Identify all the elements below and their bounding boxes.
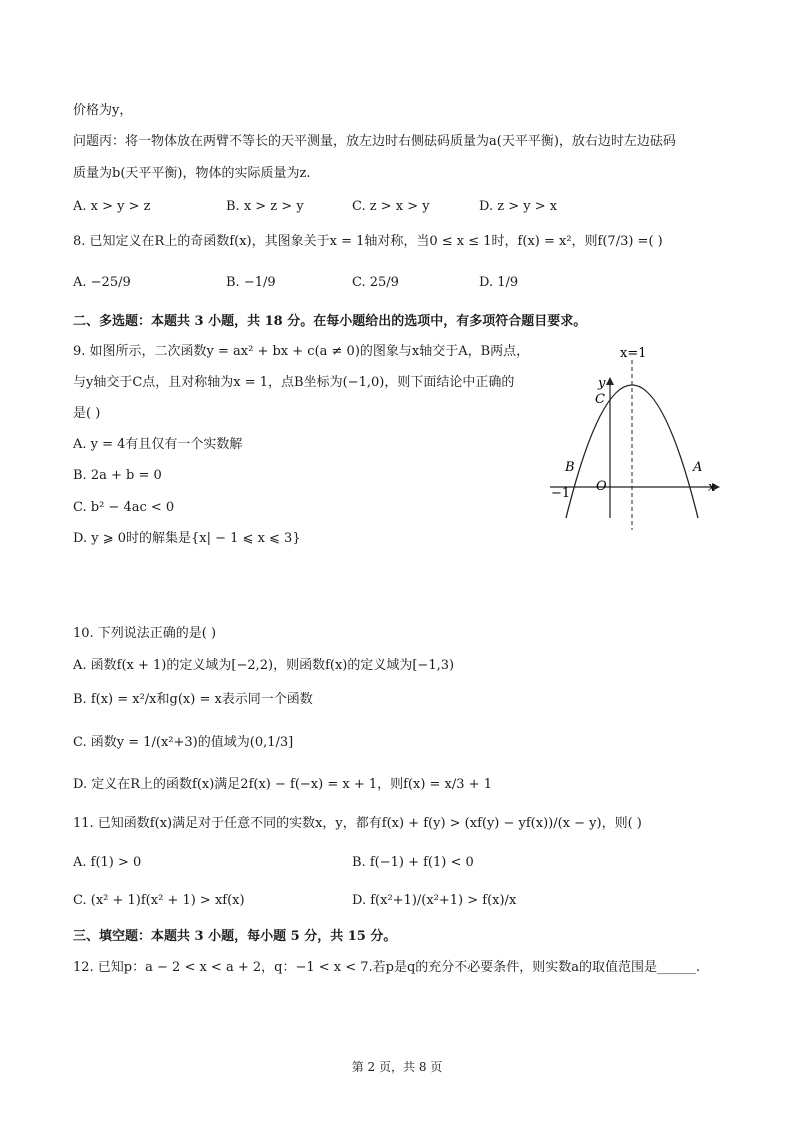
question-9-line1: 9. 如图所示，二次函数y = ax² + bx + c(a ≠ 0)的图象与x轴交于A，B两点，	[73, 344, 530, 359]
q10-option-b: B. f(x) = x²/x和g(x) = x表示同一个函数	[73, 692, 313, 707]
question-11: 11. 已知函数f(x)满足对于任意不同的实数x，y，都有f(x) + f(y) > (xf(y) − yf(x))/(x − y)，则( )	[73, 816, 642, 831]
origin-label: O	[596, 479, 607, 494]
question-9-line2: 与y轴交于C点，且对称轴为x = 1，点B坐标为(−1,0)，则下面结论中正确的	[73, 375, 515, 390]
q11-option-b: B. f(−1) + f(1) < 0	[352, 855, 474, 870]
q10-option-a: A. 函数f(x + 1)的定义域为[−2,2)，则函数f(x)的定义域为[−1,3)	[73, 658, 455, 673]
section-3-heading: 三、填空题：本题共 3 小题，每小题 5 分，共 15 分。	[73, 929, 397, 944]
section-2-heading: 二、多选题：本题共 3 小题，共 18 分。在每小题给出的选项中，有多项符合题目要求。	[73, 314, 587, 329]
q9-option-d: D. y ⩾ 0时的解集是{x| − 1 ⩽ x ⩽ 3}	[73, 531, 301, 546]
point-c-label: C	[595, 392, 605, 407]
q7-option-a: A. x > y > z	[73, 199, 151, 214]
q7-option-d: D. z > y > x	[479, 199, 558, 214]
q10-option-c: C. 函数y = 1/(x²+3)的值域为(0,1/3]	[73, 735, 294, 750]
q8-option-c: C. 25/9	[352, 275, 399, 290]
x-axis-label: x	[708, 480, 716, 495]
question-9-line3: 是( )	[73, 406, 101, 421]
question-10: 10. 下列说法正确的是( )	[73, 626, 217, 641]
point-a-label: A	[693, 460, 703, 475]
parabola-graph	[540, 340, 730, 530]
y-axis-label: y	[598, 376, 606, 391]
q11-option-d: D. f(x²+1)/(x²+1) > f(x)/x	[352, 893, 517, 908]
question-8: 8. 已知定义在R上的奇函数f(x)，其图象关于x = 1轴对称，当0 ≤ x ≤ 1时，f(x) = x²，则f(7/3) =( )	[73, 234, 663, 249]
point-b-label: B	[565, 460, 575, 475]
q7-option-b: B. x > z > y	[226, 199, 304, 214]
q9-option-c: C. b² − 4ac < 0	[73, 500, 175, 515]
axis-label-x-eq-1: x=1	[620, 346, 647, 361]
q8-option-a: A. −25/9	[73, 275, 131, 290]
problem-bing-line2: 质量为b(天平平衡)，物体的实际质量为z.	[73, 166, 311, 181]
page-footer: 第 2 页，共 8 页	[351, 1060, 443, 1074]
q9-option-b: B. 2a + b = 0	[73, 468, 162, 483]
line-price: 价格为y，	[73, 103, 133, 118]
q8-option-d: D. 1/9	[479, 275, 519, 290]
y-axis-arrow-icon	[606, 377, 614, 385]
problem-bing-line1: 问题丙：将一物体放在两臂不等长的天平测量，放左边时右侧砝码质量为a(天平平衡)，放右边时左边砝码	[73, 134, 676, 149]
q8-option-b: B. −1/9	[226, 275, 276, 290]
q7-option-c: C. z > x > y	[352, 199, 430, 214]
q11-option-c: C. (x² + 1)f(x² + 1) > xf(x)	[73, 893, 245, 908]
question-12: 12. 已知p：a − 2 < x < a + 2，q：−1 < x < 7.若p是q的充分不必要条件，则实数a的取值范围是______.	[73, 960, 701, 975]
q9-option-a: A. y = 4有且仅有一个实数解	[73, 437, 243, 452]
q10-option-d: D. 定义在R上的函数f(x)满足2f(x) − f(−x) = x + 1，则f(x) = x/3 + 1	[73, 777, 492, 792]
q11-option-a: A. f(1) > 0	[73, 855, 142, 870]
minus-one-label: −1	[551, 486, 571, 501]
